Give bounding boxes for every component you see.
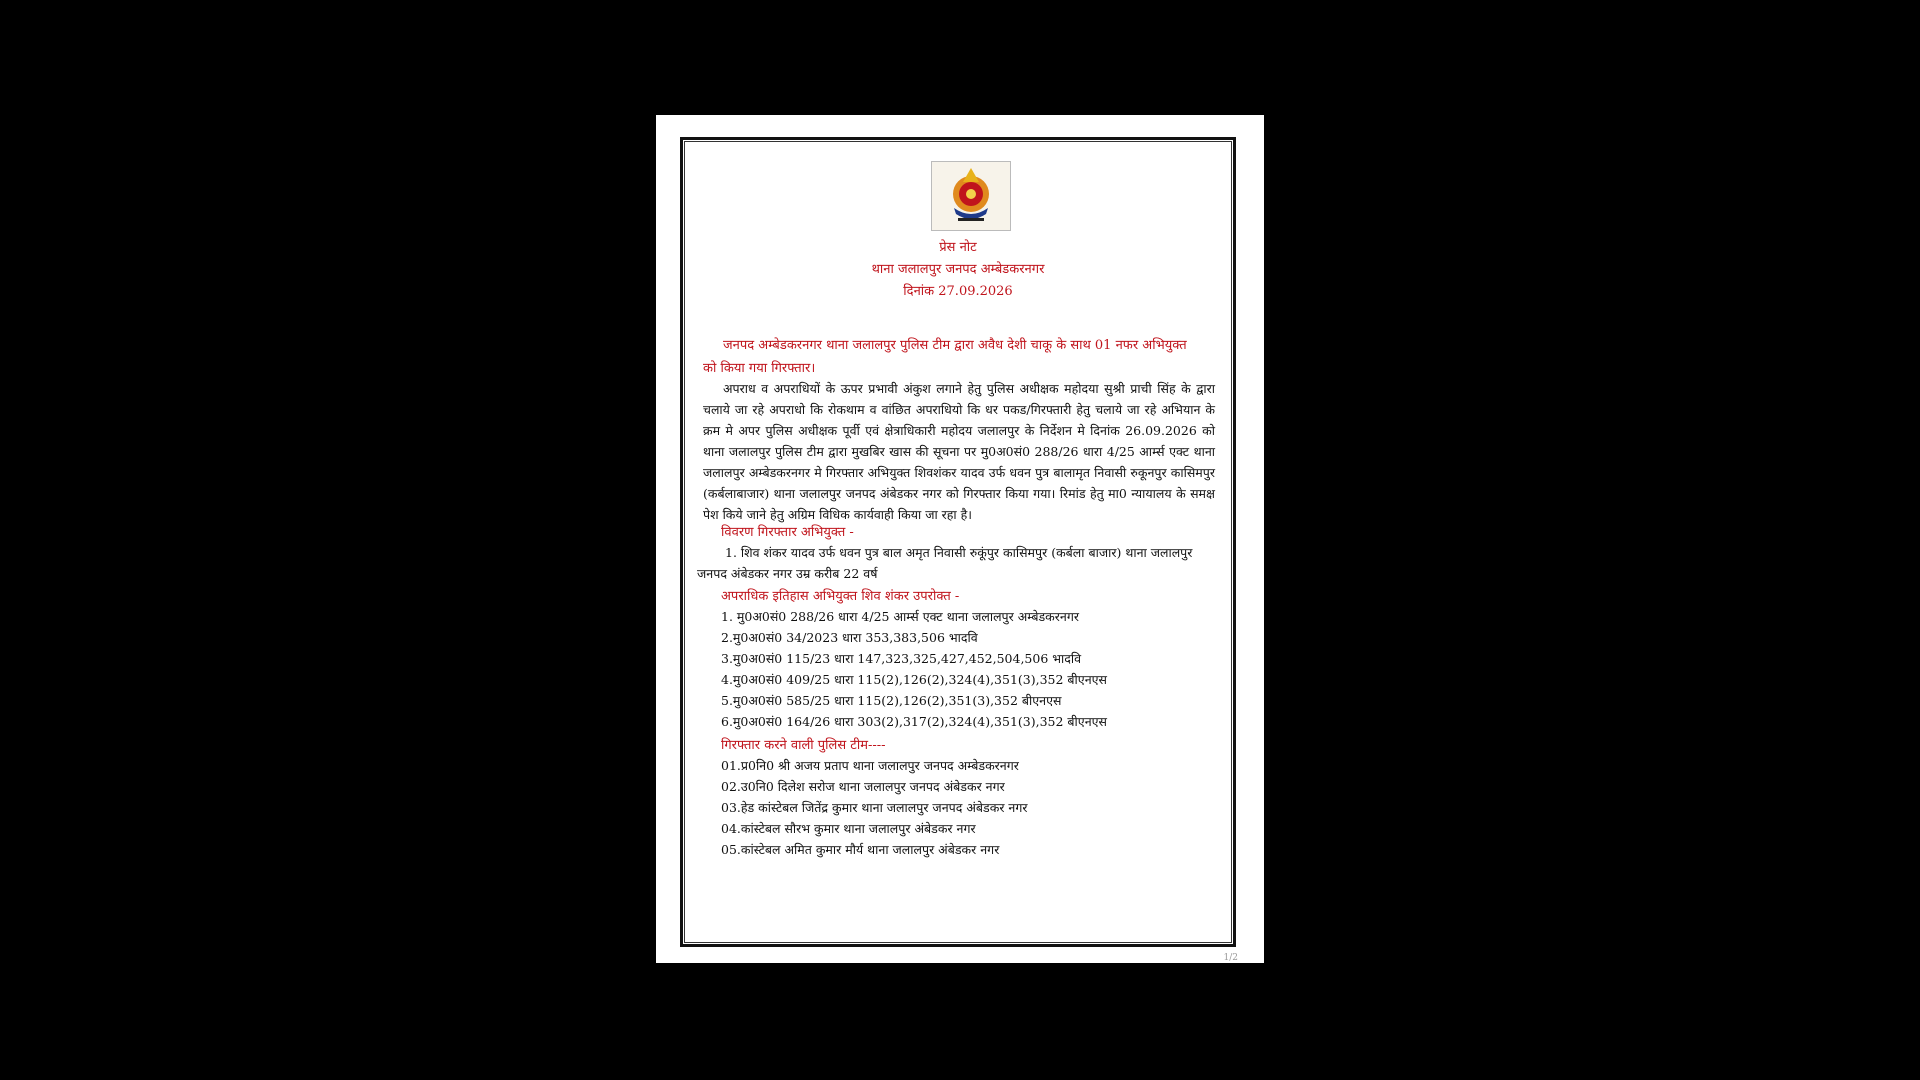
page-number: 1/2 <box>1223 953 1238 963</box>
history-item: 5.मु0अ0सं0 585/25 धारा 115(2),126(2),351(3),352 बीएनएस <box>721 693 1062 708</box>
history-item: 4.मु0अ0सं0 409/25 धारा 115(2),126(2),324(4),351(3),352 बीएनएस <box>721 672 1108 687</box>
headline: जनपद अम्बेडकरनगर थाना जलालपुर पुलिस टीम द्वारा अवैध देशी चाकू के साथ 01 नफर अभियुक्त को किया गया गिरफ्तार। <box>703 338 1187 376</box>
team-heading: गिरफ्तार करने वाली पुलिस टीम---- <box>721 738 886 753</box>
history-item: 1. मु0अ0सं0 288/26 धारा 4/25 आर्म्स एक्ट थाना जलालपुर अम्बेडकरनगर <box>721 609 1079 624</box>
team-member: 05.कांस्टेबल अमित कुमार मौर्य थाना जलालपुर अंबेडकर नगर <box>721 842 1000 857</box>
document-border <box>680 137 1236 947</box>
press-note-title: प्रेस नोट <box>939 240 977 255</box>
history-item: 3.मु0अ0सं0 115/23 धारा 147,323,325,427,452,504,506 भादवि <box>721 651 1082 666</box>
team-member: 03.हेड कांस्टेबल जितेंद्र कुमार थाना जलालपुर जनपद अंबेडकर नगर <box>721 800 1028 815</box>
station-line: थाना जलालपुर जनपद अम्बेडकरनगर <box>871 262 1045 277</box>
history-item: 2.मु0अ0सं0 34/2023 धारा 353,383,506 भादवि <box>721 630 978 645</box>
body-paragraph: अपराध व अपराधियों के ऊपर प्रभावी अंकुश लगाने हेतु पुलिस अधीक्षक महोदया सुश्री प्राची सिंह के द्वारा चलाये जा रहे अपराधो कि रोकथाम व वांछित अपराधियो कि धर पकड/गिरफ्तारी हेतु चलाये जा रहे अभियान के क्रम मे अपर पुलिस अधीक्षक पूर्वी एवं क्षेत्राधिकारी महोदय जलालपुर के निर्देशन मे दिनांक 26.09.2026 को थाना जलालपुर पुलिस टीम द्वारा मुखबिर खास की सूचना पर मु0अ0सं0 288/26 धारा 4/25 आर्म्स एक्ट थाना जलालपुर अम्बेडकरनगर मे गिरफ्तार अभियुक्त शिवशंकर यादव उर्फ धवन पुत्र बालामृत निवासी रुकूनपुर कासिमपुर (कर्बलाबाजार) थाना जलालपुर जनपद अंबेडकर नगर को गिरफ्तार किया गया। रिमांड हेतु मा0 न्यायालय के समक्ष पेश किये जाने हेतु अग्रिम विधिक कार्यवाही किया जा रहा है। <box>703 381 1215 522</box>
history-item: 6.मु0अ0सं0 164/26 धारा 303(2),317(2),324(4),351(3),352 बीएनएस <box>721 714 1108 729</box>
team-member: 02.उ0नि0 दिलेश सरोज थाना जलालपुर जनपद अंबेडकर नगर <box>721 779 1005 794</box>
up-police-emblem-icon <box>931 161 1011 231</box>
press-note-page <box>656 115 1264 963</box>
date-line: दिनांक 27.09.2026 <box>903 284 1013 299</box>
history-heading: अपराधिक इतिहास अभियुक्त शिव शंकर उपरोक्त - <box>721 589 960 604</box>
accused-detail: 1. शिव शंकर यादव उर्फ धवन पुत्र बाल अमृत निवासी रुकूंपुर कासिमपुर (कर्बला बाजार) थाना जलालपुर जनपद अंबेडकर नगर उम्र करीब 22 वर्ष <box>697 545 1193 581</box>
team-member: 04.कांस्टेबल सौरभ कुमार थाना जलालपुर अंबेडकर नगर <box>721 821 976 836</box>
team-member: 01.प्र0नि0 श्री अजय प्रताप थाना जलालपुर जनपद अम्बेडकरनगर <box>721 758 1019 773</box>
accused-heading: विवरण गिरफ्तार अभियुक्त - <box>721 525 854 540</box>
